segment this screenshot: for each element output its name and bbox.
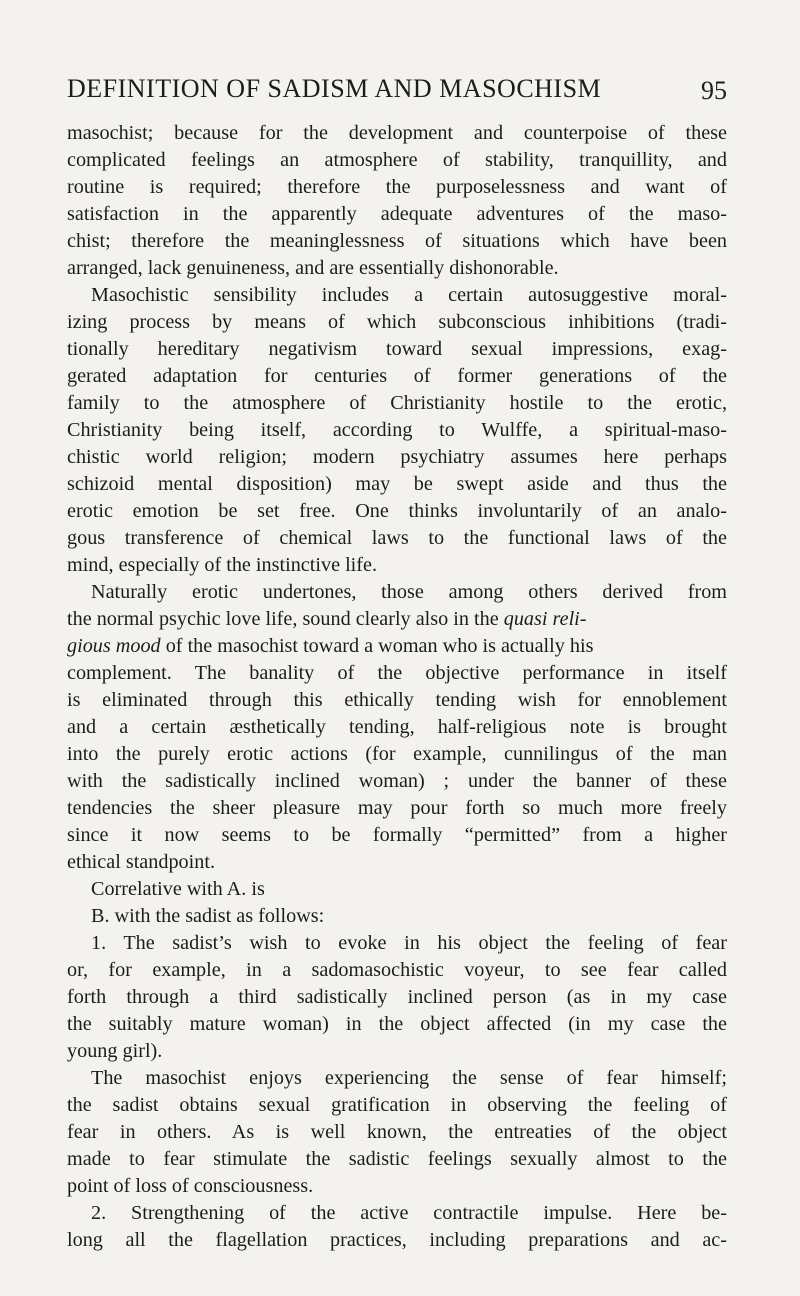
text-line: gous transference of chemical laws to the functional laws of the [67,527,727,549]
text-line: point of loss of consciousness. [67,1175,314,1197]
text-line: satisfaction in the apparently adequate adventures of the maso- [67,203,727,225]
text-line: young girl). [67,1040,163,1062]
page-number: 95 [701,76,727,105]
text-segment: of the masochist toward a woman who is actually his [160,635,594,657]
text-line: routine is required; therefore the purposelessness and want of [67,176,727,198]
text-line: mind, especially of the instinctive life. [67,554,378,576]
text-line: 1. The sadist’s wish to evoke in his object the feeling of fear [91,932,727,954]
text-line: Christianity being itself, according to Wulffe, a spiritual-maso- [67,419,727,441]
text-line-with-italic [67,606,727,633]
text-line: ethical standpoint. [67,851,216,873]
text-line: 2. Strengthening of the active contractile impulse. Here be- [91,1202,727,1224]
text-line: complement. The banality of the objective performance in itself [67,662,727,684]
text-line: izing process by means of which subconscious inhibitions (tradi- [67,311,727,333]
text-line: gerated adaptation for centuries of former generations of the [67,365,727,387]
text-line: the suitably mature woman) in the object affected (in my case the [67,1013,727,1035]
text-line: the sadist obtains sexual gratification in observing the feeling of [67,1094,727,1116]
text-line: schizoid mental disposition) may be swept aside and thus the [67,473,727,495]
text-line: Naturally erotic undertones, those among others derived from [91,581,727,603]
text-line: The masochist enjoys experiencing the sense of fear himself; [91,1067,727,1089]
text-line-with-italic [67,633,727,660]
text-line: family to the atmosphere of Christianity hostile to the erotic, [67,392,727,414]
text-line: since it now seems to be formally “permitted” from a higher [67,824,727,846]
text-line: with the sadistically inclined woman) ; under the banner of these [67,770,727,792]
text-line: fear in others. As is well known, the entreaties of the object [67,1121,727,1143]
text-line: or, for example, in a sadomasochistic voyeur, to see fear called [67,959,727,981]
page-header [67,74,727,114]
text-line: arranged, lack genuineness, and are essentially dishonorable. [67,257,559,279]
italic-phrase: quasi reli- [503,608,587,630]
text-line: chistic world religion; modern psychiatry assumes here perhaps [67,446,727,468]
italic-phrase: gious mood [67,635,161,657]
running-title: DEFINITION OF SADISM AND MASOCHISM [67,74,602,103]
text-line: B. with the sadist as follows: [91,905,325,927]
text-line: Correlative with A. is [91,878,265,900]
text-line: tionally hereditary negativism toward sexual impressions, exag- [67,338,727,360]
text-line: is eliminated through this ethically tending wish for ennoblement [67,689,727,711]
text-line: and a certain æsthetically tending, half-religious note is brought [67,716,727,738]
text-line: forth through a third sadistically inclined person (as in my case [67,986,727,1008]
text-segment: the normal psychic love life, sound clearly also in the [67,608,504,630]
text-line: tendencies the sheer pleasure may pour forth so much more freely [67,797,727,819]
text-line: erotic emotion be set free. One thinks involuntarily of an analo- [67,500,727,522]
text-line: chist; therefore the meaninglessness of situations which have been [67,230,727,252]
text-line: Masochistic sensibility includes a certain autosuggestive moral- [91,284,727,306]
text-line: masochist; because for the development and counterpoise of these [67,122,727,144]
text-line: made to fear stimulate the sadistic feelings sexually almost to the [67,1148,727,1170]
text-line: complicated feelings an atmosphere of stability, tranquillity, and [67,149,727,171]
text-line: long all the flagellation practices, including preparations and ac- [67,1229,727,1251]
text-line: into the purely erotic actions (for example, cunnilingus of the man [67,743,727,765]
